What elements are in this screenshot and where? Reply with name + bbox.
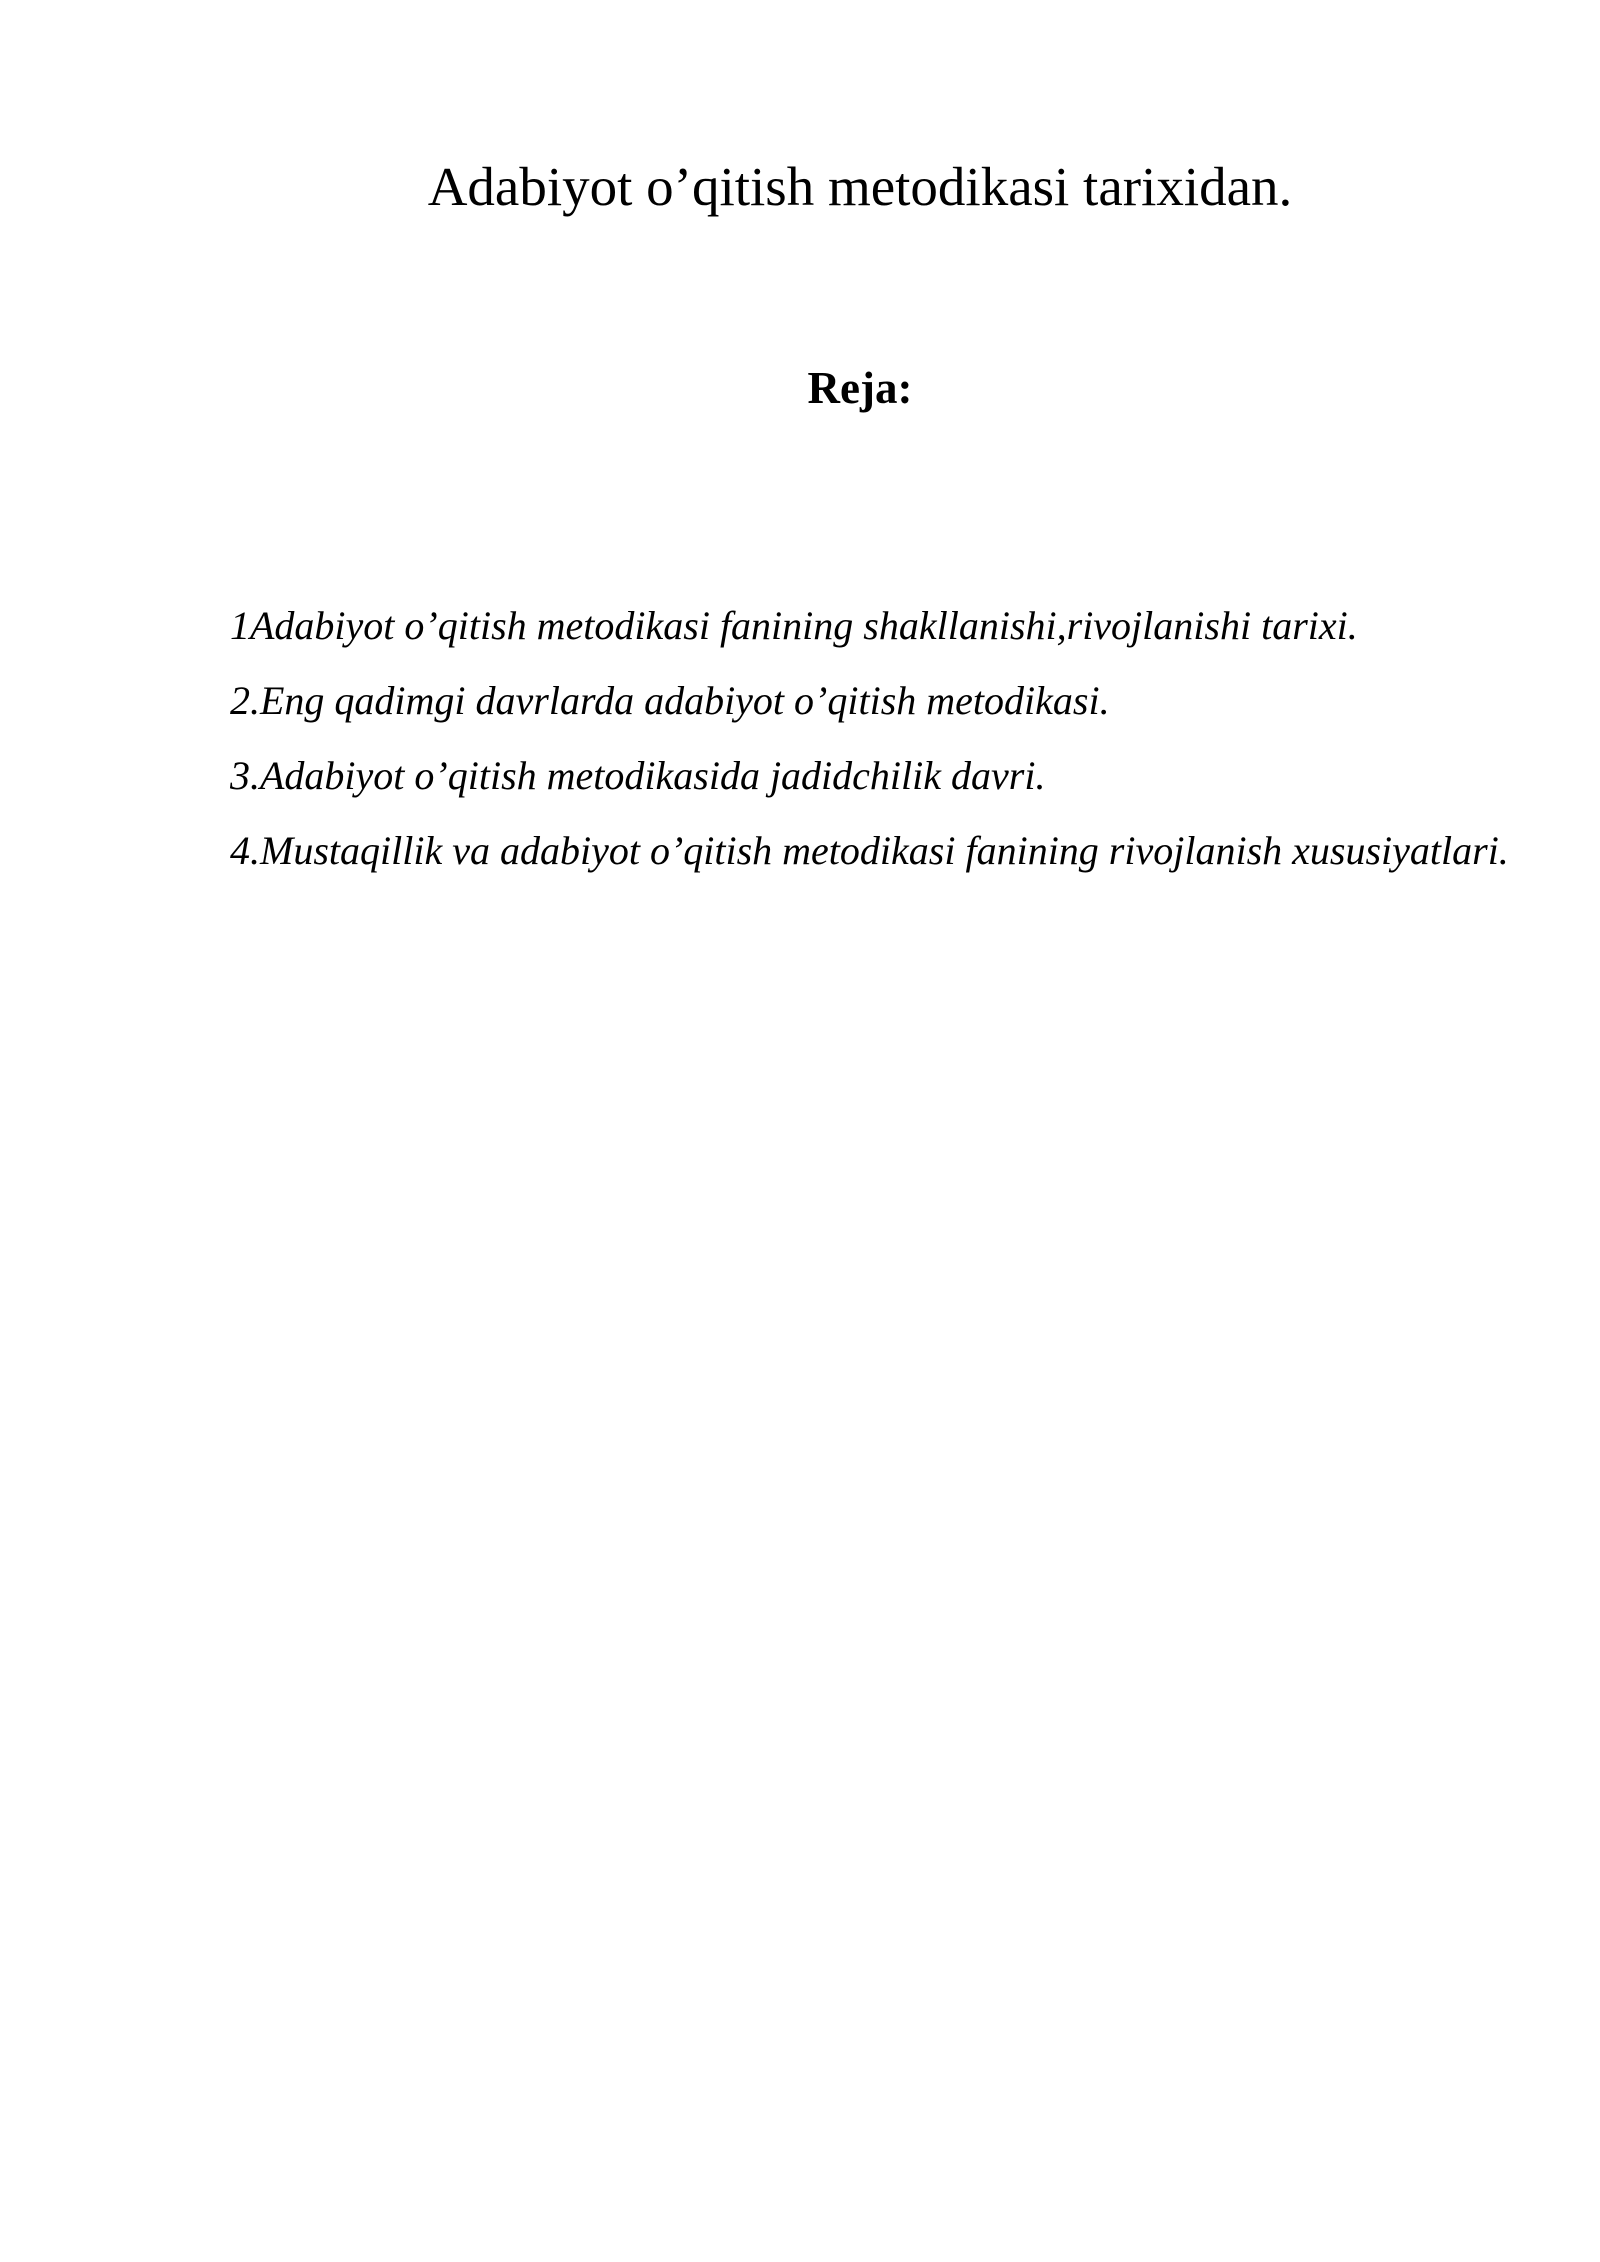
plan-item-4: 4.Mustaqillik va adabiyot o’qitish metodikasi fanining rivojlanish xususiyatlari. [230,828,1509,873]
document-title: Adabiyot o’qitish metodikasi tarixidan. [427,156,1293,217]
plan-heading: Reja: [807,363,913,413]
plan-list [230,588,1570,888]
plan-item-1: 1Adabiyot o’qitish metodikasi fanining shakllanishi,rivojlanishi tarixi. [230,603,1358,648]
plan-item-3: 3.Adabiyot o’qitish metodikasida jadidchilik davri. [230,753,1046,798]
plan-item-2: 2.Eng qadimgi davrlarda adabiyot o’qitish metodikasi. [230,678,1110,723]
